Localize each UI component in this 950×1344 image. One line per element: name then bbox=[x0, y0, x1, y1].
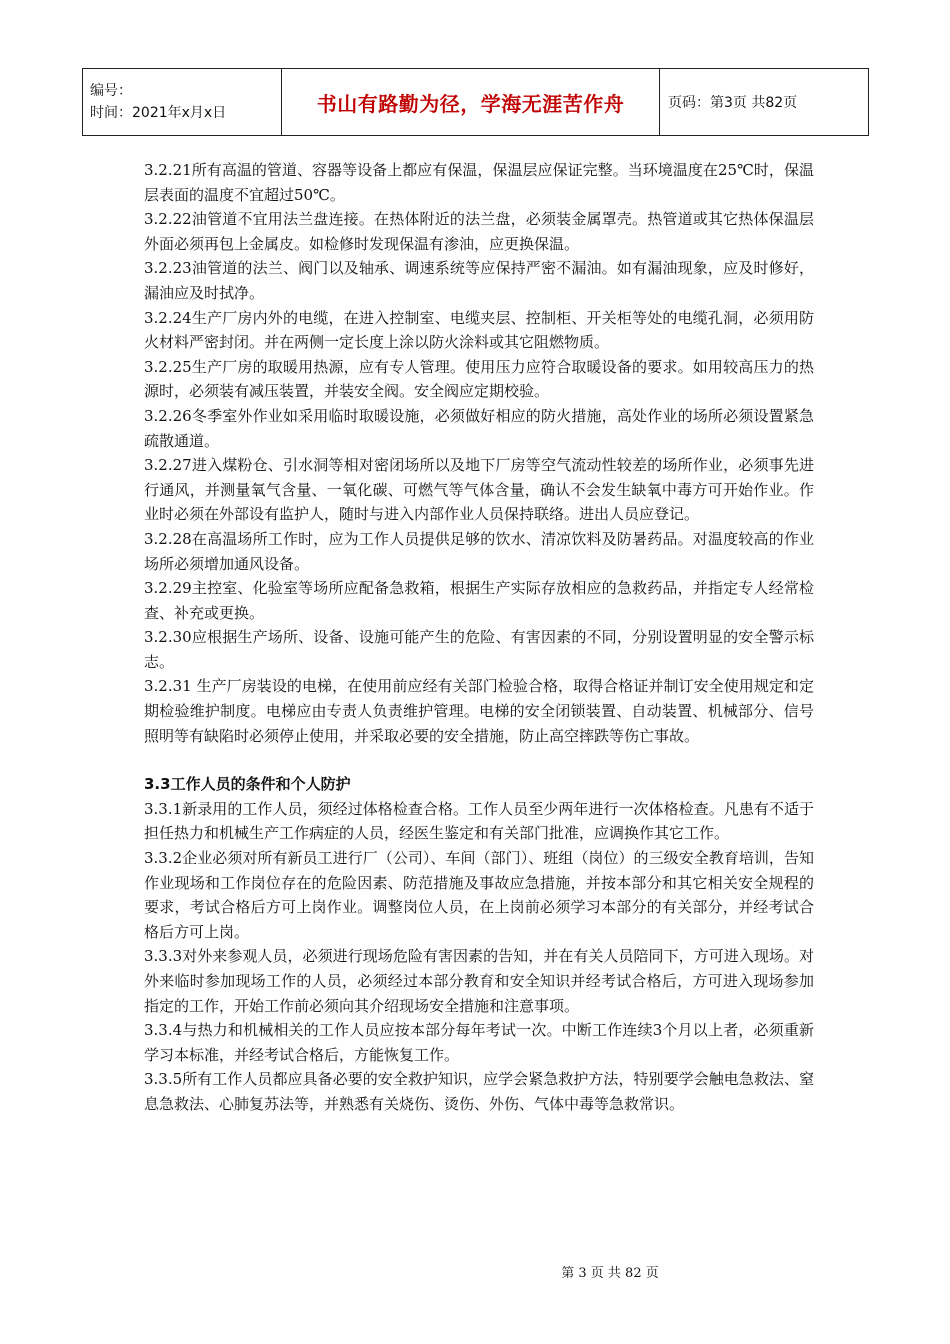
page-footer bbox=[0, 1262, 950, 1281]
paragraph-3-2-25: 3.2.25生产厂房的取暖用热源，应有专人管理。使用压力应符合取暖设备的要求。如用较高压力的热源时，必须装有减压装置，并装安全阀。安全阀应定期校验。 bbox=[144, 357, 814, 401]
header-motto: 书山有路勤为径，学海无涯苦作舟 bbox=[316, 91, 625, 116]
paragraph-3-2-28: 3.2.28在高温场所工作时，应为工作人员提供足够的饮水、清凉饮料及防暑药品。对温度较高的作业场所必须增加通风设备。 bbox=[144, 529, 814, 573]
paragraph-3-3-1: 3.3.1新录用的工作人员，须经过体格检查合格。工作人员至少两年进行一次体格检查。凡患有不适于担任热力和机械生产工作病症的人员，经医生鉴定和有关部门批准，应调换作其它工作。 bbox=[144, 799, 814, 843]
paragraph-3-2-24: 3.2.24生产厂房内外的电缆，在进入控制室、电缆夹层、控制柜、开关柜等处的电缆孔洞，必须用防火材料严密封闭。并在两侧一定长度上涂以防火涂料或其它阻燃物质。 bbox=[144, 308, 814, 352]
section-title-3-3: 3.3工作人员的条件和个人防护 bbox=[144, 775, 351, 794]
paragraph-3-2-26: 3.2.26冬季室外作业如采用临时取暖设施，必须做好相应的防火措施，高处作业的场所必须设置紧急疏散通道。 bbox=[144, 406, 814, 450]
paragraph-3-3-5: 3.3.5所有工作人员都应具备必要的安全救护知识，应学会紧急救护方法，特别要学会触电急救法、窒息急救法、心肺复苏法等，并熟悉有关烧伤、烫伤、外伤、气体中毒等急救常识。 bbox=[144, 1070, 814, 1113]
doc-date-label: 时间：2021年x月x日 bbox=[90, 105, 227, 121]
doc-number-label: 编号： bbox=[90, 83, 132, 99]
paragraph-3-2-21: 3.2.21所有高温的管道、容器等设备上都应有保温，保温层应保证完整。当环境温度在25℃时，保温层表面的温度不宜超过50℃。 bbox=[144, 161, 814, 204]
paragraph-3-2-29: 3.2.29主控室、化验室等场所应配备急救箱，根据生产实际存放相应的急救药品，并指定专人经常检查、补充或更换。 bbox=[144, 579, 814, 622]
paragraph-3-2-31: 3.2.31 生产厂房装设的电梯，在使用前应经有关部门检验合格，取得合格证并制订安全使用规定和定期检验维护制度。电梯应由专责人负责维护管理。电梯的安全闭锁装置、自动装置、机械部分、信号照明等有缺陷时必须停止使用，并采取必要的安全措施，防止高空摔跌等伤亡事故。 bbox=[144, 677, 814, 745]
paragraph-3-2-30: 3.2.30应根据生产场所、设备、设施可能产生的危险、有害因素的不同，分别设置明显的安全警示标志。 bbox=[144, 628, 814, 671]
paragraph-3-2-27: 3.2.27进入煤粉仓、引水洞等相对密闭场所以及地下厂房等空气流动性较差的场所作业，必须事先进行通风，并测量氧气含量、一氧化碳、可燃气等气体含量，确认不会发生缺氧中毒方可开始作业。作业时必须在外部设有监护人，随时与进入内部作业人员保持联络。进出人员应登记。 bbox=[144, 456, 814, 524]
paragraph-3-3-3: 3.3.3对外来参观人员，必须进行现场危险有害因素的告知，并在有关人员陪同下，方可进入现场。对外来临时参加现场工作的人员，必须经过本部分教育和安全知识并经考试合格后，方可进入现场参加指定的工作，开始工作前必须向其介绍现场安全措施和注意事项。 bbox=[144, 947, 814, 1015]
page-header bbox=[82, 68, 869, 136]
header-meta bbox=[83, 69, 282, 135]
header-page-cell bbox=[660, 69, 868, 135]
footer-page-number: 第 3 页 共 82 页 bbox=[561, 1266, 659, 1281]
paragraph-3-2-23: 3.2.23油管道的法兰、阀门以及轴承、调速系统等应保持严密不漏油。如有漏油现象，应及时修好，漏油应及时拭净。 bbox=[144, 259, 814, 302]
paragraph-3-3-2: 3.3.2企业必须对所有新员工进行厂（公司）、车间（部门）、班组（岗位）的三级安全教育培训，告知作业现场和工作岗位存在的危险因素、防范措施及事故应急措施，并按本部分和其它相关安全规程的要求，考试合格后方可上岗作业。调整岗位人员，在上岗前必须学习本部分的有关部分，并经考试合格后方可上岗。 bbox=[144, 849, 814, 941]
paragraph-3-3-4: 3.3.4与热力和机械相关的工作人员应按本部分每年考试一次。中断工作连续3个月以上者，必须重新学习本标准，并经考试合格后，方能恢复工作。 bbox=[144, 1021, 814, 1064]
document-body bbox=[144, 158, 814, 1117]
paragraph-3-2-22: 3.2.22油管道不宜用法兰盘连接。在热体附近的法兰盘，必须装金属罩壳。热管道或其它热体保温层外面必须再包上金属皮。如检修时发现保温有渗油，应更换保温。 bbox=[144, 210, 814, 253]
header-motto-cell bbox=[282, 69, 660, 135]
header-page-info: 页码：第3页 共82页 bbox=[668, 95, 798, 111]
